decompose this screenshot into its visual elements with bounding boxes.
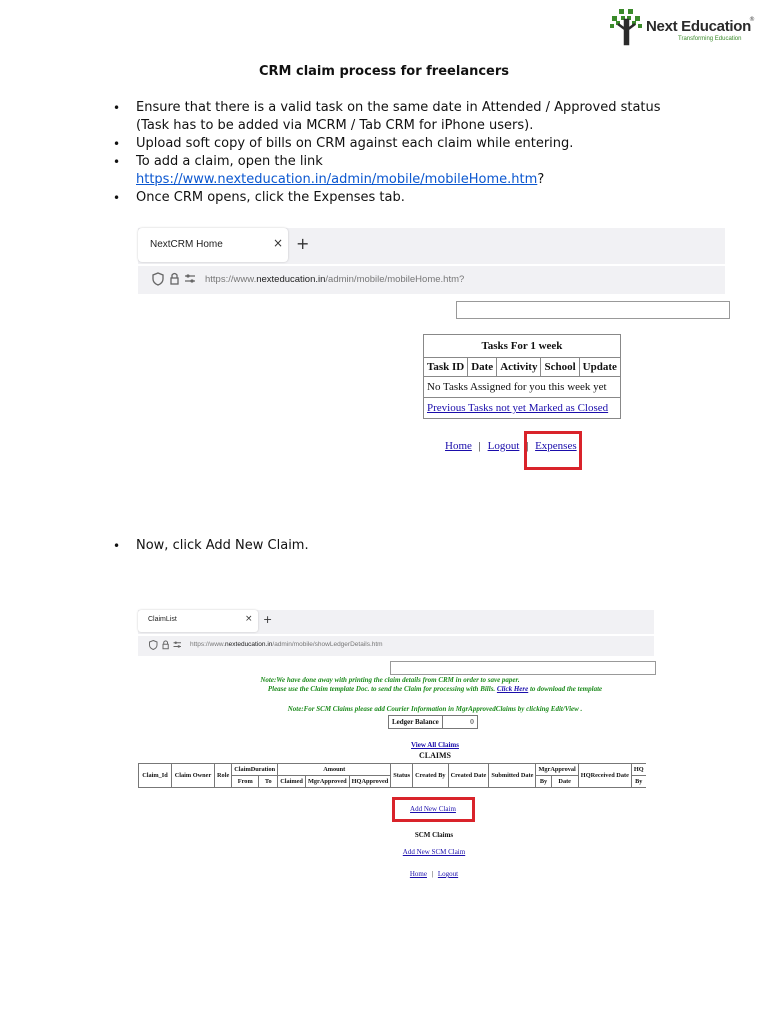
column-header: HQApproved: [349, 776, 391, 788]
home-link[interactable]: Home: [409, 870, 427, 878]
link-suffix: ?: [537, 172, 545, 187]
url-text: https://www.nexteducation.in/admin/mobile/mobileHome.htm?: [205, 274, 465, 285]
column-header: From: [232, 776, 259, 788]
view-all-claims-row: [370, 741, 500, 749]
bullet-icon: •: [113, 539, 121, 553]
column-header: Claim_Id: [139, 764, 172, 788]
nav-separator: |: [526, 440, 529, 452]
list-item: [113, 189, 405, 207]
address-bar[interactable]: [138, 636, 654, 656]
tasks-table: [423, 334, 621, 419]
column-header: Created By: [413, 764, 449, 788]
list-item-text: Once CRM opens, click the Expenses tab.: [136, 190, 405, 205]
column-header: Created Date: [448, 764, 489, 788]
column-header: Update: [579, 358, 620, 377]
column-header: Amount: [278, 764, 391, 776]
browser-tab[interactable]: [138, 610, 258, 632]
new-tab-icon[interactable]: +: [296, 234, 310, 253]
column-header: School: [541, 358, 579, 377]
tasks-table-title: Tasks For 1 week: [424, 335, 621, 358]
claims-table: [138, 763, 646, 788]
browser-tab[interactable]: [138, 228, 288, 262]
column-header: By: [536, 776, 551, 788]
next-education-logo: [608, 6, 758, 46]
address-bar[interactable]: [138, 266, 725, 294]
tree-logo-icon: [608, 6, 644, 46]
scm-note: Note:For SCM Claims please add Courier Information in MgrApprovedClaims by clicking Edit/View .: [287, 705, 583, 713]
column-header: ClaimDuration: [232, 764, 278, 776]
logo-tagline: Transforming Education: [678, 36, 742, 42]
shield-lock-icon: [152, 271, 198, 287]
bullet-icon: •: [113, 101, 121, 115]
close-icon[interactable]: ×: [245, 614, 253, 624]
column-header: MgrApproved: [305, 776, 349, 788]
bullet-icon: •: [113, 191, 121, 205]
logout-link[interactable]: Logout: [437, 870, 459, 878]
close-icon[interactable]: ×: [273, 236, 284, 250]
page-text-input[interactable]: [390, 661, 656, 675]
url-security-icons: [152, 271, 198, 291]
list-item-text: (Task has to be added via MCRM / Tab CRM for iPhone users).: [136, 118, 534, 133]
list-item: [113, 153, 545, 189]
new-tab-icon[interactable]: +: [263, 613, 273, 626]
column-header: Claim Owner: [172, 764, 215, 788]
list-item-text: Ensure that there is a valid task on the same date in Attended / Approved status: [136, 100, 661, 115]
list-item: [113, 537, 309, 555]
view-all-claims-link[interactable]: View All Claims: [411, 741, 459, 749]
expenses-link[interactable]: Expenses: [535, 440, 577, 452]
column-header: MgrApproval: [536, 764, 578, 776]
bullet-icon: •: [113, 137, 121, 151]
document-title: CRM claim process for freelancers: [258, 64, 510, 79]
no-tasks-message: No Tasks Assigned for you this week yet: [424, 377, 621, 398]
list-item-text: Now, click Add New Claim.: [136, 538, 309, 553]
add-new-scm-row: [384, 848, 484, 856]
add-claim-highlight-box: [392, 797, 475, 822]
tab-title: ClaimList: [148, 616, 177, 623]
column-header: HQ: [631, 764, 645, 776]
column-header: HQReceived Date: [578, 764, 631, 788]
column-header: Date: [551, 776, 578, 788]
column-header: Task ID: [424, 358, 468, 377]
bullet-icon: •: [113, 155, 121, 169]
column-header: Claimed: [278, 776, 306, 788]
ledger-balance-value: 0: [442, 716, 477, 729]
page-text-input[interactable]: [456, 301, 730, 319]
scm-claims-heading: SCM Claims: [414, 831, 454, 839]
claims-heading: CLAIMS: [418, 751, 451, 760]
list-item: [113, 135, 574, 153]
browser-tab-bar: [138, 610, 654, 634]
list-item-text: Upload soft copy of bills on CRM against each claim while entering.: [136, 136, 574, 151]
tab-title: NextCRM Home: [150, 239, 223, 250]
logo-registered-mark: ®: [749, 16, 755, 23]
list-item-text: To add a claim, open the link: [136, 154, 323, 169]
url-text: https://www.nexteducation.in/admin/mobile/showLedgerDetails.htm: [190, 641, 383, 648]
column-header: Status: [391, 764, 413, 788]
ledger-balance-label: Ledger Balance: [389, 716, 443, 729]
column-header: To: [259, 776, 278, 788]
claims-nav-links: [384, 870, 484, 878]
column-header: Submitted Date: [489, 764, 536, 788]
nav-separator: |: [478, 440, 481, 452]
column-header: Date: [468, 358, 497, 377]
logout-link[interactable]: Logout: [487, 440, 520, 452]
home-link[interactable]: Home: [445, 440, 472, 452]
column-header: Activity: [497, 358, 541, 377]
browser-tab-bar: [138, 228, 725, 264]
download-template-link[interactable]: Click Here: [496, 685, 529, 693]
column-header: By: [631, 776, 645, 788]
list-item: [113, 99, 661, 135]
expenses-highlight-box: [524, 431, 582, 470]
ledger-balance-table: [388, 715, 478, 729]
table-header-row: [424, 358, 621, 377]
claim-note-line1: Note:We have done away with printing the claim details from CRM in order to save paper.: [260, 676, 520, 684]
add-new-claim-link[interactable]: Add New Claim: [410, 805, 456, 813]
logo-text: Next Education: [646, 18, 751, 35]
previous-tasks-link[interactable]: Previous Tasks not yet Marked as Closed: [427, 402, 609, 414]
nav-separator: |: [431, 870, 434, 878]
claim-note-line2: Please use the Claim template Doc. to send the Claim for processing with Bills. Click Here to download the template: [267, 685, 603, 693]
shield-lock-icon: [148, 639, 184, 651]
column-header: Role: [215, 764, 232, 788]
crm-home-link[interactable]: https://www.nexteducation.in/admin/mobile/mobileHome.htm: [136, 172, 538, 187]
add-new-scm-claim-link[interactable]: Add New SCM Claim: [402, 848, 466, 856]
url-security-icons: [148, 639, 184, 654]
